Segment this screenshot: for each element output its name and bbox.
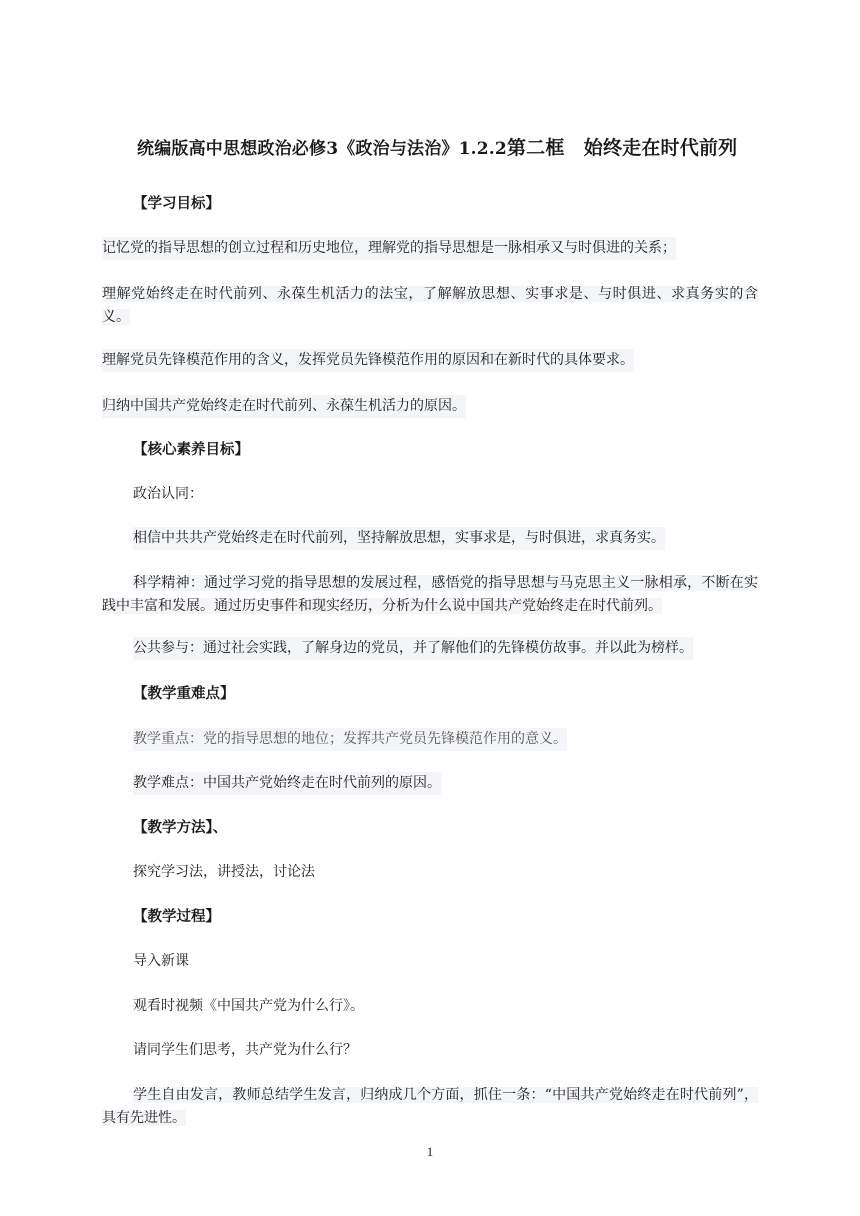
methods-header: 【教学方法】、: [133, 819, 228, 836]
title-part-2: 第二框 始终走在时代前列: [506, 137, 738, 159]
video-text: 观看时视频《中国共产党为什么行》。: [133, 998, 364, 1014]
document-title: [137, 133, 797, 160]
summary-text: 学生自由发言，教师总结学生发言，归纳成几个方面，抓住一条：“中国共产党始终走在时代前列”，具有先进性。: [102, 1087, 758, 1126]
scientific-spirit-text: 科学精神：通过学习党的指导思想的发展过程，感悟党的指导思想与马克思主义一脉相承，不断在实践中丰富和发展。通过历史事件和现实经历，分析为什么说中国共产党始终走在时代前列。: [102, 575, 758, 614]
methods-text: 探究学习法，讲授法，讨论法: [133, 864, 315, 880]
page-number: 1: [426, 1144, 434, 1159]
goal-1: 记忆党的指导思想的创立过程和历史地位，理解党的指导思想是一脉相承又与时俱进的关系；: [102, 237, 676, 260]
difficult-point-text: 教学难点：中国共产党始终走在时代前列的原因。: [133, 772, 441, 795]
political-identity-label: 政治认同：: [133, 486, 203, 502]
question-text: 请同学生们思考，共产党为什么行？: [133, 1042, 357, 1058]
key-points-header: 【教学重难点】: [133, 685, 235, 702]
intro-text: 导入新课: [133, 953, 189, 969]
title-part-1: 统编版高中思想政治必修3《政治与法治》1.2.2: [137, 139, 507, 159]
process-header: 【教学过程】: [133, 908, 220, 925]
goal-2: 理解党始终走在时代前列、永葆生机活力的法宝，了解解放思想、实事求是、与时俱进、求真务实的含义。: [102, 286, 758, 325]
key-point-text: 教学重点：党的指导思想的地位；发挥共产党员先锋模范作用的意义。: [133, 728, 567, 751]
goal-3: 理解党员先锋模范作用的含义，发挥党员先锋模范作用的原因和在新时代的具体要求。: [102, 349, 634, 372]
public-participation-text: 公共参与：通过社会实践，了解身边的党员，并了解他们的先锋模仿故事。并以此为榜样。: [133, 637, 693, 660]
learning-goals-header: 【学习目标】: [133, 195, 220, 212]
core-literacy-header: 【核心素养目标】: [133, 441, 249, 458]
political-identity-text: 相信中共共产党始终走在时代前列，坚持解放思想，实事求是，与时俱进，求真务实。: [133, 527, 665, 550]
goal-4: 归纳中国共产党始终走在时代前列、永葆生机活力的原因。: [102, 395, 466, 418]
